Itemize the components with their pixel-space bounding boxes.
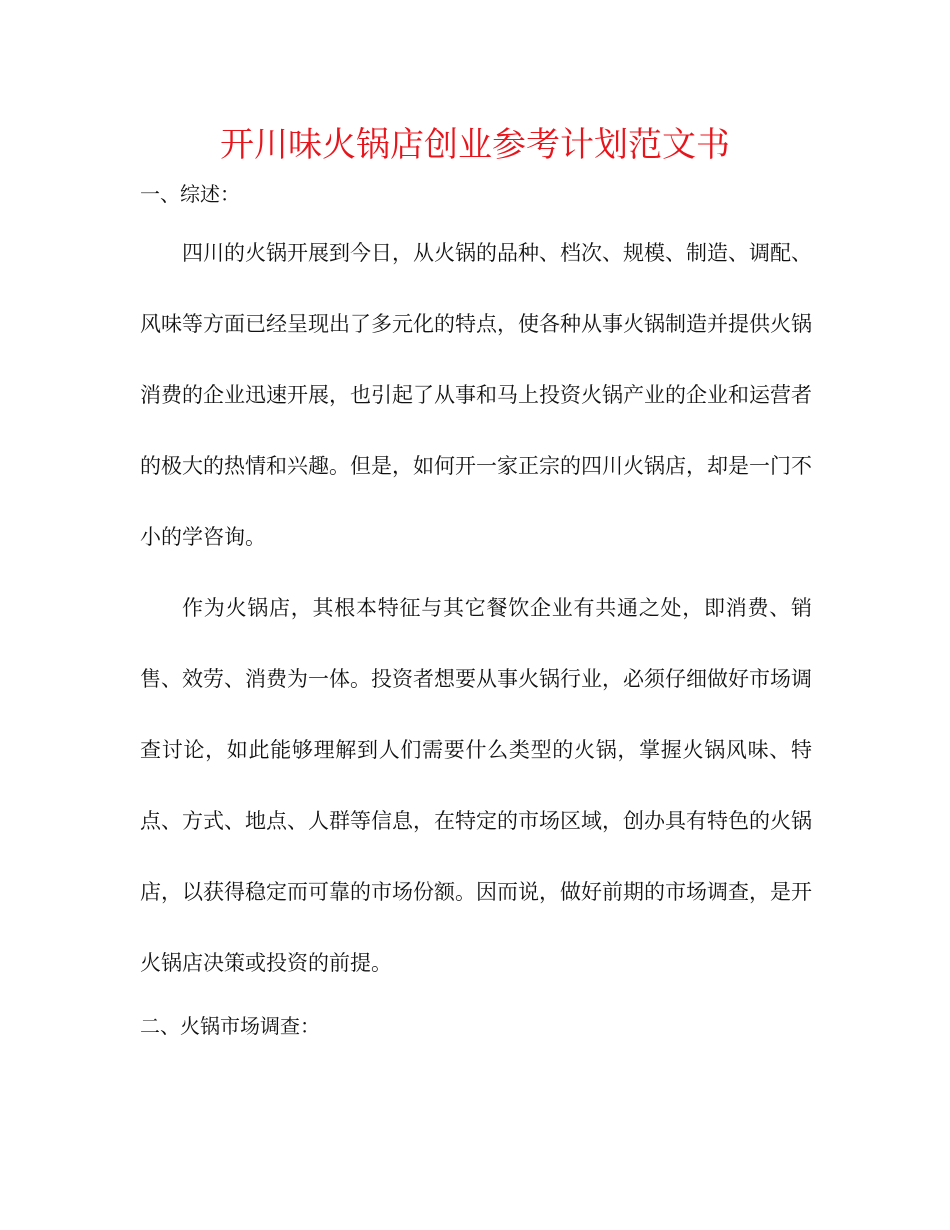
section-heading-market-survey: 二、火锅市场调查： — [140, 1014, 320, 1038]
document-title: 开川味火锅店创业参考计划范文书 — [220, 125, 730, 165]
section-heading-overview: 一、综述： — [140, 182, 240, 206]
paragraph-overview-1: 四川的火锅开展到今日，从火锅的品种、档次、规模、制造、调配、风味等方面已经呈现出了多元化的特点，使各种从事火锅制造并提供火锅消费的企业迅速开展，也引起了从事和马上投资火锅产业的企业和运营者的极大的热情和兴趣。但是，如何开一家正宗的四川火锅店，却是一门不小的学咨询。 — [140, 241, 812, 549]
paragraph-overview-2: 作为火锅店，其根本特征与其它餐饮企业有共通之处，即消费、销售、效劳、消费为一体。投资者想要从事火锅行业，必须仔细做好市场调查讨论，如此能够理解到人们需要什么类型的火锅，掌握火锅风味、特点、方式、地点、人群等信息，在特定的市场区域，创办具有特色的火锅店，以获得稳定而可靠的市场份额。因而说，做好前期的市场调查，是开火锅店决策或投资的前提。 — [140, 596, 812, 975]
